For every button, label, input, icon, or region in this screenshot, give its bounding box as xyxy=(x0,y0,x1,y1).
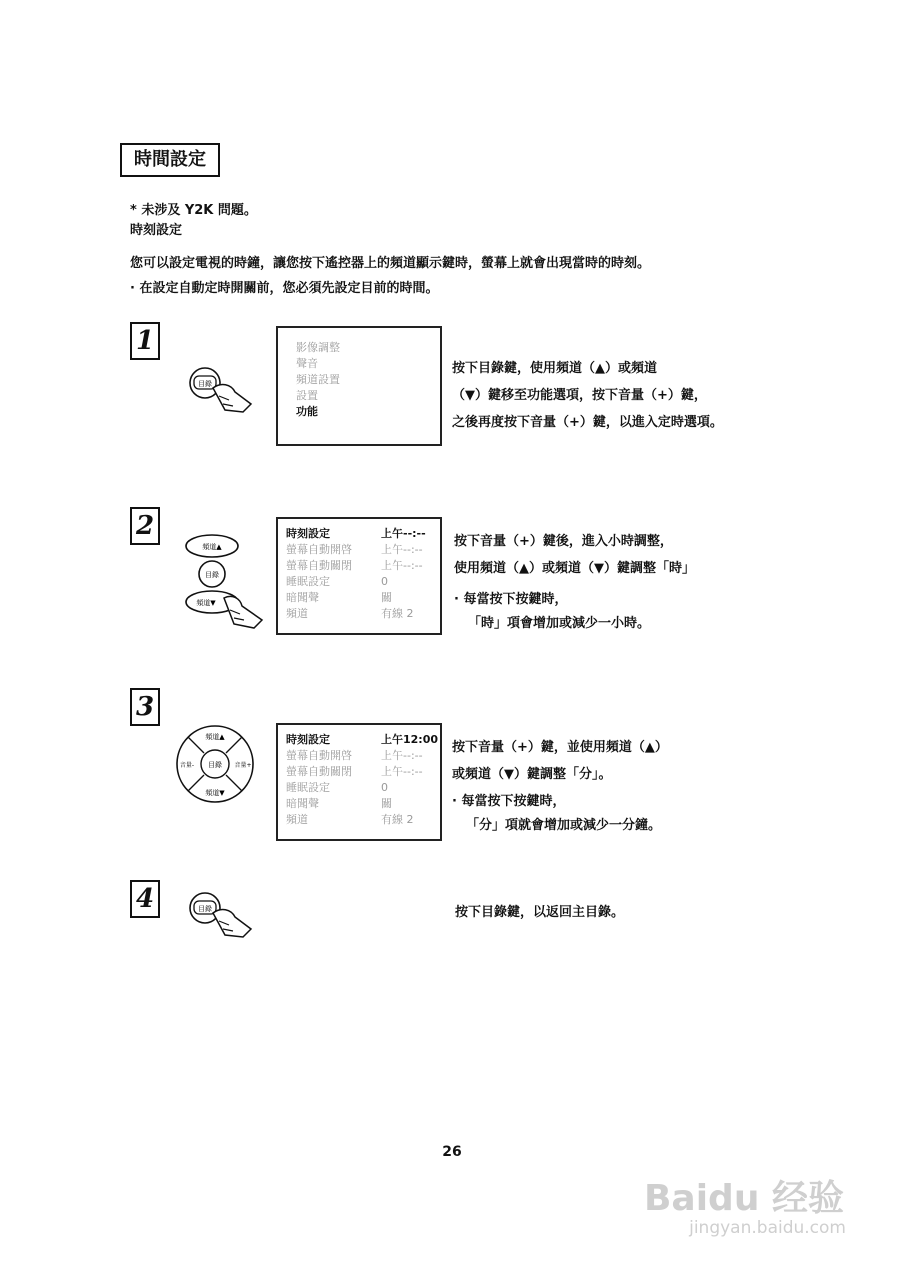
row-label: 暗聞聲 xyxy=(286,591,319,604)
row-value: 上午12:00 xyxy=(381,733,439,746)
menu-row-sleep xyxy=(286,780,440,796)
menu-row-channel xyxy=(286,812,440,828)
row-label: 螢幕自動關閉 xyxy=(286,765,352,778)
step-4-number: 4 xyxy=(130,880,160,918)
menu-row-clock xyxy=(286,526,440,542)
row-value: 上午--:-- xyxy=(381,765,423,778)
menu-item-sound: 聲音 xyxy=(296,357,318,370)
step-2-number: 2 xyxy=(130,507,160,545)
row-value: 上午--:-- xyxy=(381,543,423,556)
remote-direction-pad-icon xyxy=(173,722,257,806)
row-label: 睡眠設定 xyxy=(286,575,330,588)
svg-text:目錄: 目錄 xyxy=(198,905,212,913)
desc-line: · 每當按下按鍵時， xyxy=(452,794,566,809)
row-label: 睡眠設定 xyxy=(286,781,330,794)
row-value: 上午--:-- xyxy=(381,559,423,572)
menu-key-press-icon xyxy=(185,888,260,948)
svg-text:頻道▼: 頻道▼ xyxy=(205,789,225,797)
svg-text:頻道▼: 頻道▼ xyxy=(196,599,216,607)
row-label: 頻道 xyxy=(286,813,308,826)
desc-line: 之後再度按下音量（+）鍵，以進入定時選項。 xyxy=(452,415,723,430)
desc-line: · 每當按下按鍵時， xyxy=(454,592,568,607)
menu-key-press-icon xyxy=(185,360,260,420)
svg-text:目錄: 目錄 xyxy=(205,571,219,579)
desc-line: 或頻道（▼）鍵調整「分」。 xyxy=(452,767,612,782)
step-1-number: 1 xyxy=(130,322,160,360)
menu-row-mute xyxy=(286,590,440,606)
row-label: 頻道 xyxy=(286,607,308,620)
row-label: 螢幕自動開啓 xyxy=(286,543,352,556)
menu-item-function: 功能 xyxy=(296,405,318,418)
menu-row-channel xyxy=(286,606,440,622)
menu-row-auto-on xyxy=(286,748,440,764)
row-label: 螢幕自動開啓 xyxy=(286,749,352,762)
menu-item-setup: 設置 xyxy=(296,389,318,402)
step-4-description xyxy=(455,899,624,926)
row-value: 有線 2 xyxy=(381,813,414,826)
row-label: 時刻設定 xyxy=(286,733,330,746)
desc-line: 按下音量（+）鍵後，進入小時調整， xyxy=(454,534,673,549)
row-label: 螢幕自動關閉 xyxy=(286,559,352,572)
row-value: 有線 2 xyxy=(381,607,414,620)
menu-row-auto-off xyxy=(286,764,440,780)
desc-line: 按下目錄鍵，以返回主目錄。 xyxy=(455,905,625,920)
intro-bullet: · 在設定自動定時開關前，您必須先設定目前的時間。 xyxy=(130,281,439,296)
step-2-description xyxy=(454,528,695,635)
menu-item-channel-setup: 頻道設置 xyxy=(296,373,340,386)
row-value: 關 xyxy=(381,591,392,604)
menu-row-clock xyxy=(286,732,440,748)
menu-row-sleep xyxy=(286,574,440,590)
page-number: 26 xyxy=(442,1144,462,1160)
row-value: 關 xyxy=(381,797,392,810)
row-value: 0 xyxy=(381,781,388,794)
desc-line: （▼）鍵移至功能選項，按下音量（+）鍵， xyxy=(452,388,707,403)
menu-row-mute xyxy=(286,796,440,812)
desc-line: 按下目錄鍵，使用頻道（▲）或頻道 xyxy=(452,361,657,376)
section-subtitle: 時刻設定 xyxy=(130,223,183,238)
desc-line: 按下音量（+）鍵，並使用頻道（▲） xyxy=(452,740,668,755)
svg-text:目錄: 目錄 xyxy=(208,761,222,769)
row-value: 上午--:-- xyxy=(381,749,423,762)
step-1-description xyxy=(452,355,723,436)
menu-item-picture: 影像調整 xyxy=(296,341,340,354)
step-3-description xyxy=(452,734,668,837)
watermark-brand: Baidu 经验 xyxy=(643,1178,844,1219)
svg-text:頻道▲: 頻道▲ xyxy=(205,733,225,741)
row-label: 時刻設定 xyxy=(286,527,330,540)
desc-line: 使用頻道（▲）或頻道（▼）鍵調整「時」 xyxy=(454,561,695,576)
remote-channel-keys-icon xyxy=(180,530,270,635)
desc-line: 「時」項會增加或減少一小時。 xyxy=(468,616,651,631)
svg-text:頻道▲: 頻道▲ xyxy=(202,543,222,551)
step-3-number: 3 xyxy=(130,688,160,726)
step-3-menu-box xyxy=(276,723,442,841)
watermark-url: jingyan.baidu.com xyxy=(689,1218,846,1238)
intro-description: 您可以設定電視的時鐘，讓您按下遙控器上的頻道顯示鍵時，螢幕上就會出現當時的時刻。 xyxy=(130,256,651,271)
svg-text:目錄: 目錄 xyxy=(198,380,212,388)
step-2-menu-box xyxy=(276,517,442,635)
page-title: 時間設定 xyxy=(120,143,220,177)
svg-text:音量-: 音量- xyxy=(179,762,195,769)
svg-text:音量+: 音量+ xyxy=(234,762,252,769)
step-1-menu-box xyxy=(276,326,442,446)
y2k-note: * 未涉及 Y2K 問題。 xyxy=(130,203,257,218)
row-label: 暗聞聲 xyxy=(286,797,319,810)
menu-row-auto-off xyxy=(286,558,440,574)
menu-row-auto-on xyxy=(286,542,440,558)
row-value: 上午--:-- xyxy=(381,527,426,540)
desc-line: 「分」項就會增加或減少一分鐘。 xyxy=(466,818,662,833)
row-value: 0 xyxy=(381,575,388,588)
